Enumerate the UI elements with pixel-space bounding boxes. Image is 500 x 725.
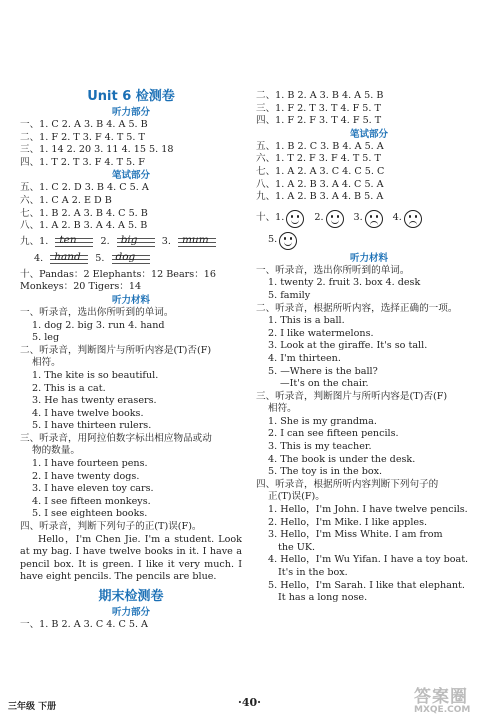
handwriting-word: mum xyxy=(178,235,216,248)
answer-line: 一、1. B 2. A 3. C 4. C 5. A xyxy=(20,619,148,630)
sad-face-icon xyxy=(365,210,383,228)
answer-line: 二、1. F 2. T 3. F 4. T 5. T xyxy=(20,131,145,143)
left-column xyxy=(20,86,242,632)
question-heading: 四、听录音，根据所听内容判断下列句子的 xyxy=(256,478,439,490)
answer-line: 四、1. T 2. T 3. F 4. T 5. F xyxy=(20,156,145,168)
script-line: 1. The kite is so beautiful. xyxy=(32,369,159,381)
script-line: 5. I see eighteen books. xyxy=(32,508,148,520)
question-heading: 一、听录音，选出你所听到的单词。 xyxy=(256,264,410,276)
question-heading: 三、听录音，判断图片与所听内容是(T)否(F) xyxy=(256,390,448,402)
script-line: 5. family xyxy=(268,289,311,301)
right-column xyxy=(256,90,482,605)
section-heading: 听力部分 xyxy=(111,607,150,618)
question-heading-cont: 物的数量。 xyxy=(32,445,80,457)
script-line: 3. This is my teacher. xyxy=(268,441,372,453)
answer-number: 3. xyxy=(161,235,171,247)
answer-line: 五、1. B 2. C 3. B 4. A 5. A xyxy=(256,140,384,152)
script-line: 5. Hello，I'm Sarah. I like that elephant. xyxy=(268,579,465,591)
answer-line: 五、1. C 2. D 3. B 4. C 5. A xyxy=(20,182,149,194)
answer-line: 七、1. B 2. A 3. B 4. C 5. B xyxy=(20,207,148,219)
script-line: the UK. xyxy=(278,541,316,553)
smiling-face-icon xyxy=(286,210,304,228)
answer-line: 八、1. A 2. B 3. A 4. A 5. B xyxy=(20,220,148,232)
answer-prefix: 十、1. xyxy=(256,212,285,224)
question-heading: 二、听录音，根据所听内容，选择正确的一项。 xyxy=(256,302,458,314)
smiling-face-icon xyxy=(279,232,297,250)
question-heading: 一、听录音，选出你所听到的单词。 xyxy=(20,306,174,318)
watermark-text: 答案圈 xyxy=(414,687,468,707)
answer-line: Monkeys：20 Tigers：14 xyxy=(20,281,142,293)
script-line: It's in the box. xyxy=(278,567,348,578)
script-line: 4. The book is under the desk. xyxy=(268,453,416,465)
watermark-logo xyxy=(414,682,494,718)
watermark-url: MXQE.COM xyxy=(414,705,471,715)
answer-number: 2. xyxy=(314,212,324,224)
section-heading: 听力材料 xyxy=(111,294,150,306)
handwriting-row xyxy=(20,235,242,252)
section-heading: 笔试部分 xyxy=(349,128,388,140)
script-line: 5. The toy is in the box. xyxy=(268,466,383,478)
question-heading: 二、听录音，判断图片与所听内容是(T)否(F) xyxy=(20,344,212,356)
grade-label: 三年级 下册 xyxy=(8,702,57,712)
section-heading: 笔试部分 xyxy=(111,170,150,182)
script-line: It has a long nose. xyxy=(278,592,368,604)
script-line: 1. She is my grandma. xyxy=(268,415,377,427)
script-line: 3. Look at the giraffe. It's so tall. xyxy=(268,340,428,352)
script-line: 1. I have fourteen pens. xyxy=(32,458,148,470)
question-heading: 四、听录音，判断下列句子的正(T)误(F)。 xyxy=(20,521,202,533)
script-line: 3. I have eleven toy cars. xyxy=(32,483,154,495)
answer-line: 七、1. A 2. A 3. C 4. C 5. C xyxy=(256,165,385,177)
answer-number: 2. xyxy=(100,235,110,247)
script-line: 1. dog 2. big 3. run 4. hand xyxy=(32,319,165,331)
question-heading: 三、听录音，用阿拉伯数字标出相应物品或动 xyxy=(20,432,212,444)
script-line: 2. This is a cat. xyxy=(32,382,106,394)
script-line: —It's on the chair. xyxy=(280,378,369,390)
script-line: 1. Hello，I'm John. I have twelve pencils. xyxy=(268,504,468,516)
script-line: 2. I like watermelons. xyxy=(268,327,374,339)
handwriting-row xyxy=(20,252,242,269)
script-line: 3. Hello，I'm Miss White. I am from xyxy=(268,529,443,541)
script-line: 5. I have thirteen rulers. xyxy=(32,420,152,432)
script-line: 4. Hello，I'm Wu Yifan. I have a toy boat. xyxy=(268,554,469,566)
script-line: 2. I can see fifteen pencils. xyxy=(268,428,399,440)
answer-number: 4. xyxy=(34,252,44,264)
page-number: ·40· xyxy=(238,696,261,709)
answer-line: 八、1. A 2. B 3. A 4. C 5. A xyxy=(256,178,384,190)
final-exam-title: 期末检测卷 xyxy=(98,589,164,604)
script-line: 5. leg xyxy=(32,332,60,344)
script-paragraph: Hello，I'm Chen Jie. I'm a student. Look at my bag. I have twelve books in it. I have a pencil box. It is green. I like it very much. I have eight pencils. The pencils are blue. xyxy=(20,533,242,583)
answer-line: 六、1. C A 2. E D B xyxy=(20,194,112,206)
answer-line: 三、1. F 2. T 3. T 4. F 5. T xyxy=(256,102,381,114)
answer-number: 4. xyxy=(392,212,402,224)
script-line: 3. He has twenty erasers. xyxy=(32,395,157,407)
question-heading-cont: 相符。 xyxy=(32,357,61,369)
question-heading-cont: 正(T)误(F)。 xyxy=(268,491,325,503)
script-line: 4. I have twelve books. xyxy=(32,407,144,419)
answer-prefix: 九、1. xyxy=(20,235,49,247)
script-line: 2. Hello，I'm Mike. I like apples. xyxy=(268,516,428,528)
smiling-face-icon xyxy=(326,210,344,228)
answer-line: 九、1. A 2. B 3. A 4. B 5. A xyxy=(256,191,384,203)
unit-title: Unit 6 检测卷 xyxy=(87,89,175,104)
handwriting-word: hand xyxy=(50,252,88,265)
answer-number: 5. xyxy=(95,252,105,264)
sad-face-icon xyxy=(404,210,422,228)
script-line: 1. This is a ball. xyxy=(268,315,345,327)
answer-number: 3. xyxy=(353,212,363,224)
answer-line: 一、1. C 2. A 3. B 4. A 5. B xyxy=(20,119,148,130)
script-line: 5. —Where is the ball? xyxy=(268,365,378,377)
answer-line: 三、1. 14 2. 20 3. 11 4. 15 5. 18 xyxy=(20,144,174,156)
answer-line: 四、1. F 2. F 3. T 4. F 5. T xyxy=(256,115,382,127)
face-answer-row xyxy=(256,230,482,252)
script-line: 2. I have twenty dogs. xyxy=(32,470,140,482)
handwriting-word: big xyxy=(117,235,155,248)
answer-number: 5. xyxy=(268,234,278,246)
answer-line: 六、1. T 2. F 3. F 4. T 5. T xyxy=(256,153,381,165)
answer-line: 二、1. B 2. A 3. B 4. A 5. B xyxy=(256,90,384,101)
handwriting-word: ten xyxy=(55,235,93,248)
section-heading: 听力部分 xyxy=(111,107,150,118)
face-answer-row xyxy=(256,208,482,230)
script-line: 4. I see fifteen monkeys. xyxy=(32,495,151,507)
question-heading-cont: 相符。 xyxy=(268,403,297,415)
answer-line: 十、Pandas：2 Elephants：12 Bears：16 xyxy=(20,268,216,280)
script-line: 4. I'm thirteen. xyxy=(268,352,341,364)
section-heading: 听力材料 xyxy=(349,252,388,264)
handwriting-word: dog xyxy=(112,252,150,265)
script-line: 1. twenty 2. fruit 3. box 4. desk xyxy=(268,277,421,289)
